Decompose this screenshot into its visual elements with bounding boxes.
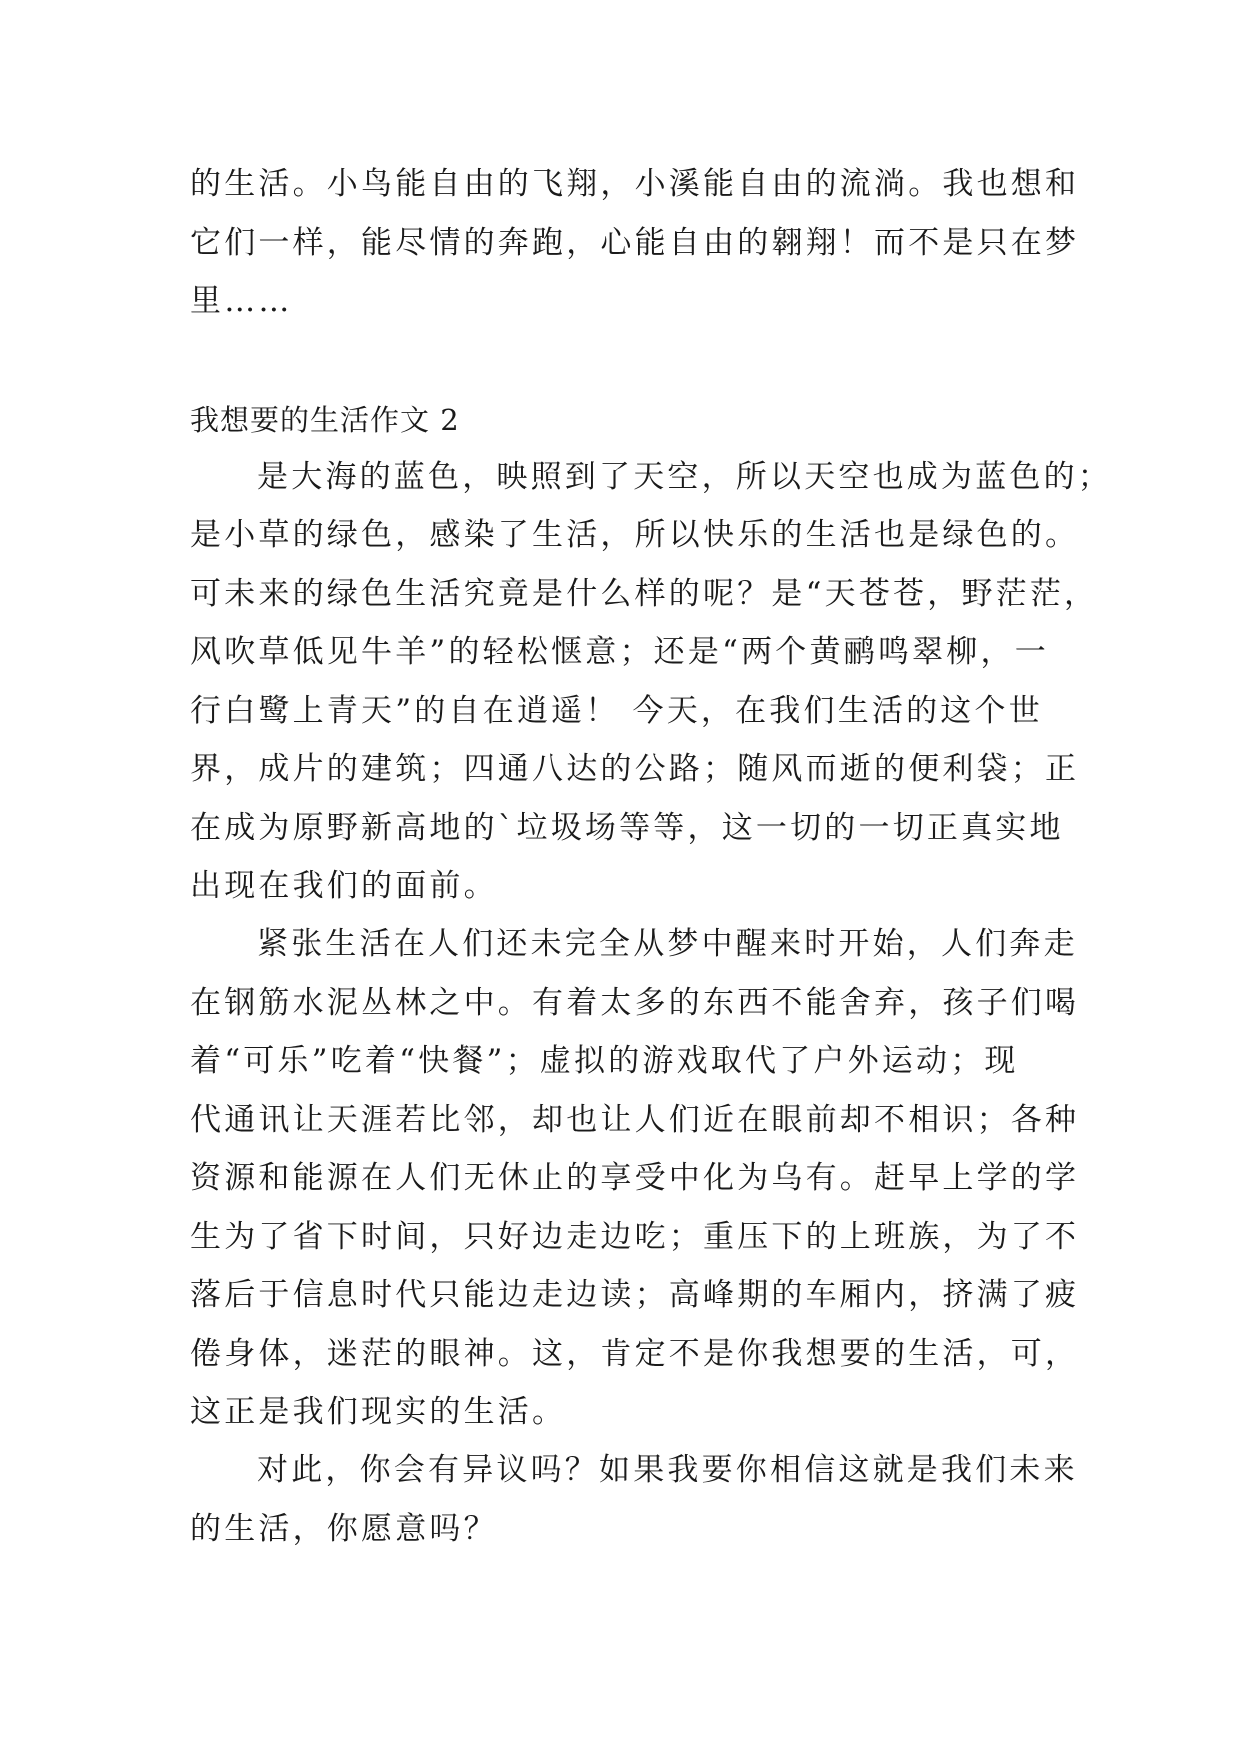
text-line: 是小草的绿色，感染了生活，所以快乐的生活也是绿色的。 (190, 517, 1080, 553)
text-line: 里…… (190, 283, 293, 319)
text-line: 生为了省下时间，只好边走边吃；重压下的上班族，为了不 (190, 1219, 1080, 1255)
text-line: 在钢筋水泥丛林之中。有着太多的东西不能舍弃，孩子们喝 (190, 985, 1080, 1021)
text-line: 出现在我们的面前。 (190, 868, 498, 904)
text-line: 的生活。小鸟能自由的飞翔，小溪能自由的流淌。我也想和 (190, 166, 1080, 202)
text-line: 在成为原野新高地的`垃圾场等等，这一切的一切正真实地 (190, 810, 1064, 846)
text-line: 界，成片的建筑；四通八达的公路；随风而逝的便利袋；正 (190, 751, 1080, 787)
text-line: 倦身体，迷茫的眼神。这，肯定不是你我想要的生活，可， (190, 1336, 1080, 1372)
text-line: 代通讯让天涯若比邻，却也让人们近在眼前却不相识；各种 (190, 1102, 1080, 1138)
text-line: 它们一样，能尽情的奔跑，心能自由的翱翔！而不是只在梦 (190, 225, 1080, 261)
text-line: 行白鹭上青天”的自在逍遥！ 今天，在我们生活的这个世 (190, 693, 1043, 729)
text-line: 这正是我们现实的生活。 (190, 1394, 567, 1430)
text-line: 可未来的绿色生活究竟是什么样的呢？是“天苍苍，野茫茫， (190, 576, 1099, 612)
text-line: 资源和能源在人们无休止的享受中化为乌有。赶早上学的学 (190, 1160, 1080, 1196)
text-line: 是大海的蓝色，映照到了天空，所以天空也成为蓝色的； (257, 459, 1112, 495)
text-line: 紧张生活在人们还未完全从梦中醒来时开始，人们奔走 (257, 926, 1078, 962)
text-line: 的生活，你愿意吗？ (190, 1511, 498, 1547)
text-line: 落后于信息时代只能边走边读；高峰期的车厢内，挤满了疲 (190, 1277, 1080, 1313)
text-line: 风吹草低见牛羊”的轻松惬意；还是“两个黄鹂鸣翠柳，一 (190, 634, 1049, 670)
essay-heading: 我想要的生活作文 2 (190, 403, 460, 437)
text-line: 着“可乐”吃着“快餐”；虚拟的游戏取代了户外运动；现 (190, 1043, 1019, 1079)
text-line: 对此，你会有异议吗？如果我要你相信这就是我们未来 (257, 1452, 1078, 1488)
